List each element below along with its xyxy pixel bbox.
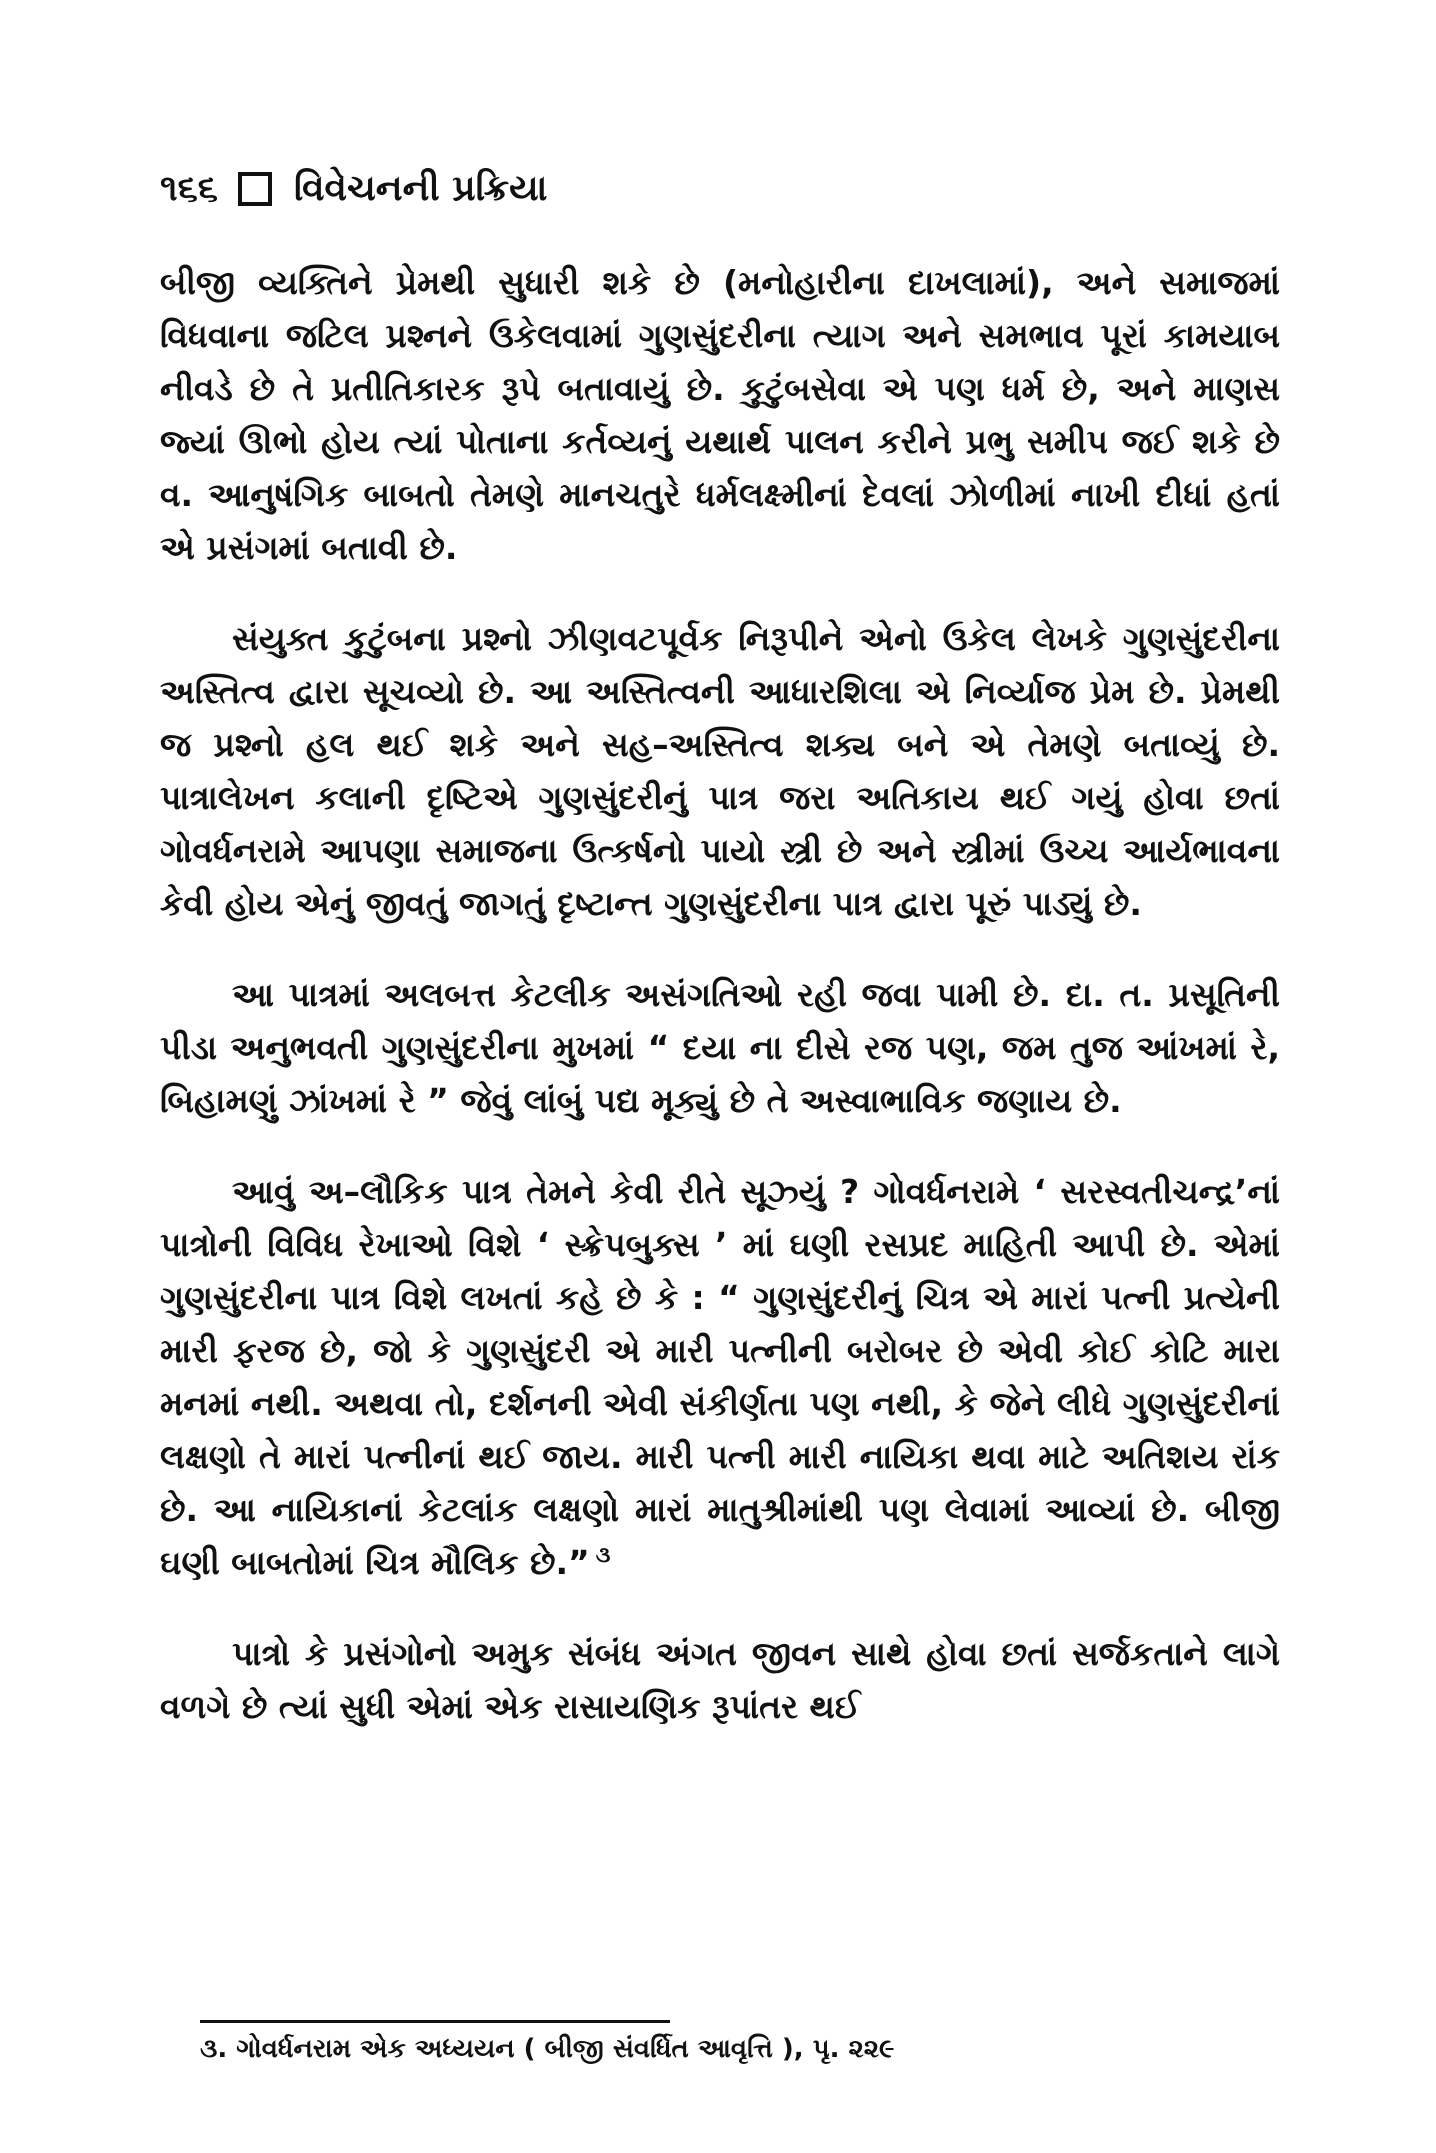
page-number: ૧૬૬ (160, 168, 218, 209)
paragraph-1: બીજી વ્યક્તિને પ્રેમથી સુધારી શકે છે (મનોહારીના દાખલામાં), અને સમાજમાં વિધવાના જટિલ પ્રશ્નને ઉકેલવામાં ગુણસુંદરીના ત્યાગ અને સમભાવ પૂરાં કામયાબ નીવડે છે તે પ્રતીતિકારક રૂપે બતાવાયું છે. કુટુંબસેવા એ પણ ધર્મ છે, અને માણસ જ્યાં ઊભો હોય ત્યાં પોતાના કર્તવ્યનું યથાર્થ પાલન કરીને પ્રભુ સમીપ જઈ શકે છે વ. આનુષંગિક બાબતો તેમણે માનચતુરે ધર્મલક્ષ્મીનાં દેવલાં ઝોળીમાં નાખી દીધાં હતાં એ પ્રસંગમાં બતાવી છે. (160, 263, 1280, 567)
footnote: ૩. ગોવર્ધનરામ એક અધ્યયન ( બીજી સંવર્ધિત આવૃત્તિ ), પૃ. ૨૨૯ (200, 2034, 895, 2064)
running-header (160, 168, 547, 210)
footnote-reference: ૩ (595, 1543, 611, 1568)
footnote-divider (200, 2020, 670, 2023)
square-ornament-icon (238, 172, 272, 206)
paragraph-3: આ પાત્રમાં અલબત્ત કેટલીક અસંગતિઓ રહી જવા પામી છે. દા. ત. પ્રસૂતિની પીડા અનુભવતી ગુણસુંદરીના મુખમાં “ દયા ના દીસે રજ પણ, જમ તુજ આંખમાં રે, બિહામણું ઝાંખમાં રે ” જેવું લાંબું પદ્ય મૂક્યું છે તે અસ્વાભાવિક જણાય છે. (160, 975, 1280, 1120)
book-title: વિવેચનની પ્રક્રિયા (293, 168, 548, 209)
body-text (160, 256, 1280, 1771)
paragraph-4-text: આવું અ–લૌકિક પાત્ર તેમને કેવી રીતે સૂઝ્યું ? ગોવર્ધનરામે ‘ સરસ્વતીચન્દ્ર’નાં પાત્રોની વિવિધ રેખાઓ વિશે ‘ સ્ક્રેપબુક્સ ’ માં ઘણી રસપ્રદ માહિતી આપી છે. એમાં ગુણસુંદરીના પાત્ર વિશે લખતાં કહે છે કે : “ ગુણસુંદરીનું ચિત્ર એ મારાં પત્ની પ્રત્યેની મારી ફરજ છે, જો કે ગુણસુંદરી એ મારી પત્નીની બરોબર છે એવી કોઈ કોટિ મારા મનમાં નથી. અથવા તો, દર્શનની એવી સંકીર્ણતા પણ નથી, કે જેને લીધે ગુણસુંદરીનાં લક્ષણો તે મારાં પત્નીનાં થઈ જાય. મારી પત્ની મારી નાયિકા થવા માટે અતિશય રાંક છે. આ નાયિકાનાં કેટલાંક લક્ષણો મારાં માતુશ્રીમાંથી પણ લેવામાં આવ્યાં છે. બીજી ઘણી બાબતોમાં ચિત્ર મૌલિક છે.” (160, 1172, 1280, 1582)
paragraph-5: પાત્રો કે પ્રસંગોનો અમુક સંબંધ અંગત જીવન સાથે હોવા છતાં સર્જકતાને લાગે વળગે છે ત્યાં સુધી એમાં એક રાસાયણિક રૂપાંતર થઈ (160, 1634, 1280, 1726)
paragraph-4 (160, 1165, 1280, 1589)
paragraph-2: સંયુક્ત કુટુંબના પ્રશ્નો ઝીણવટપૂર્વક નિરૂપીને એનો ઉકેલ લેખકે ગુણસુંદરીના અસ્તિત્વ દ્વારા સૂચવ્યો છે. આ અસ્તિત્વની આધારશિલા એ નિર્વ્યાજ પ્રેમ છે. પ્રેમથી જ પ્રશ્નો હલ થઈ શકે અને સહ–અસ્તિત્વ શક્ય બને એ તેમણે બતાવ્યું છે. પાત્રાલેખન કલાની દૃષ્ટિએ ગુણસુંદરીનું પાત્ર જરા અતિકાય થઈ ગયું હોવા છતાં ગોવર્ધનરામે આપણા સમાજના ઉત્કર્ષનો પાયો સ્ત્રી છે અને સ્ત્રીમાં ઉચ્ચ આર્યભાવના કેવી હોય એનું જીવતું જાગતું દૃષ્ટાન્ત ગુણસુંદરીના પાત્ર દ્વારા પૂરું પાડ્યું છે. (160, 619, 1280, 923)
